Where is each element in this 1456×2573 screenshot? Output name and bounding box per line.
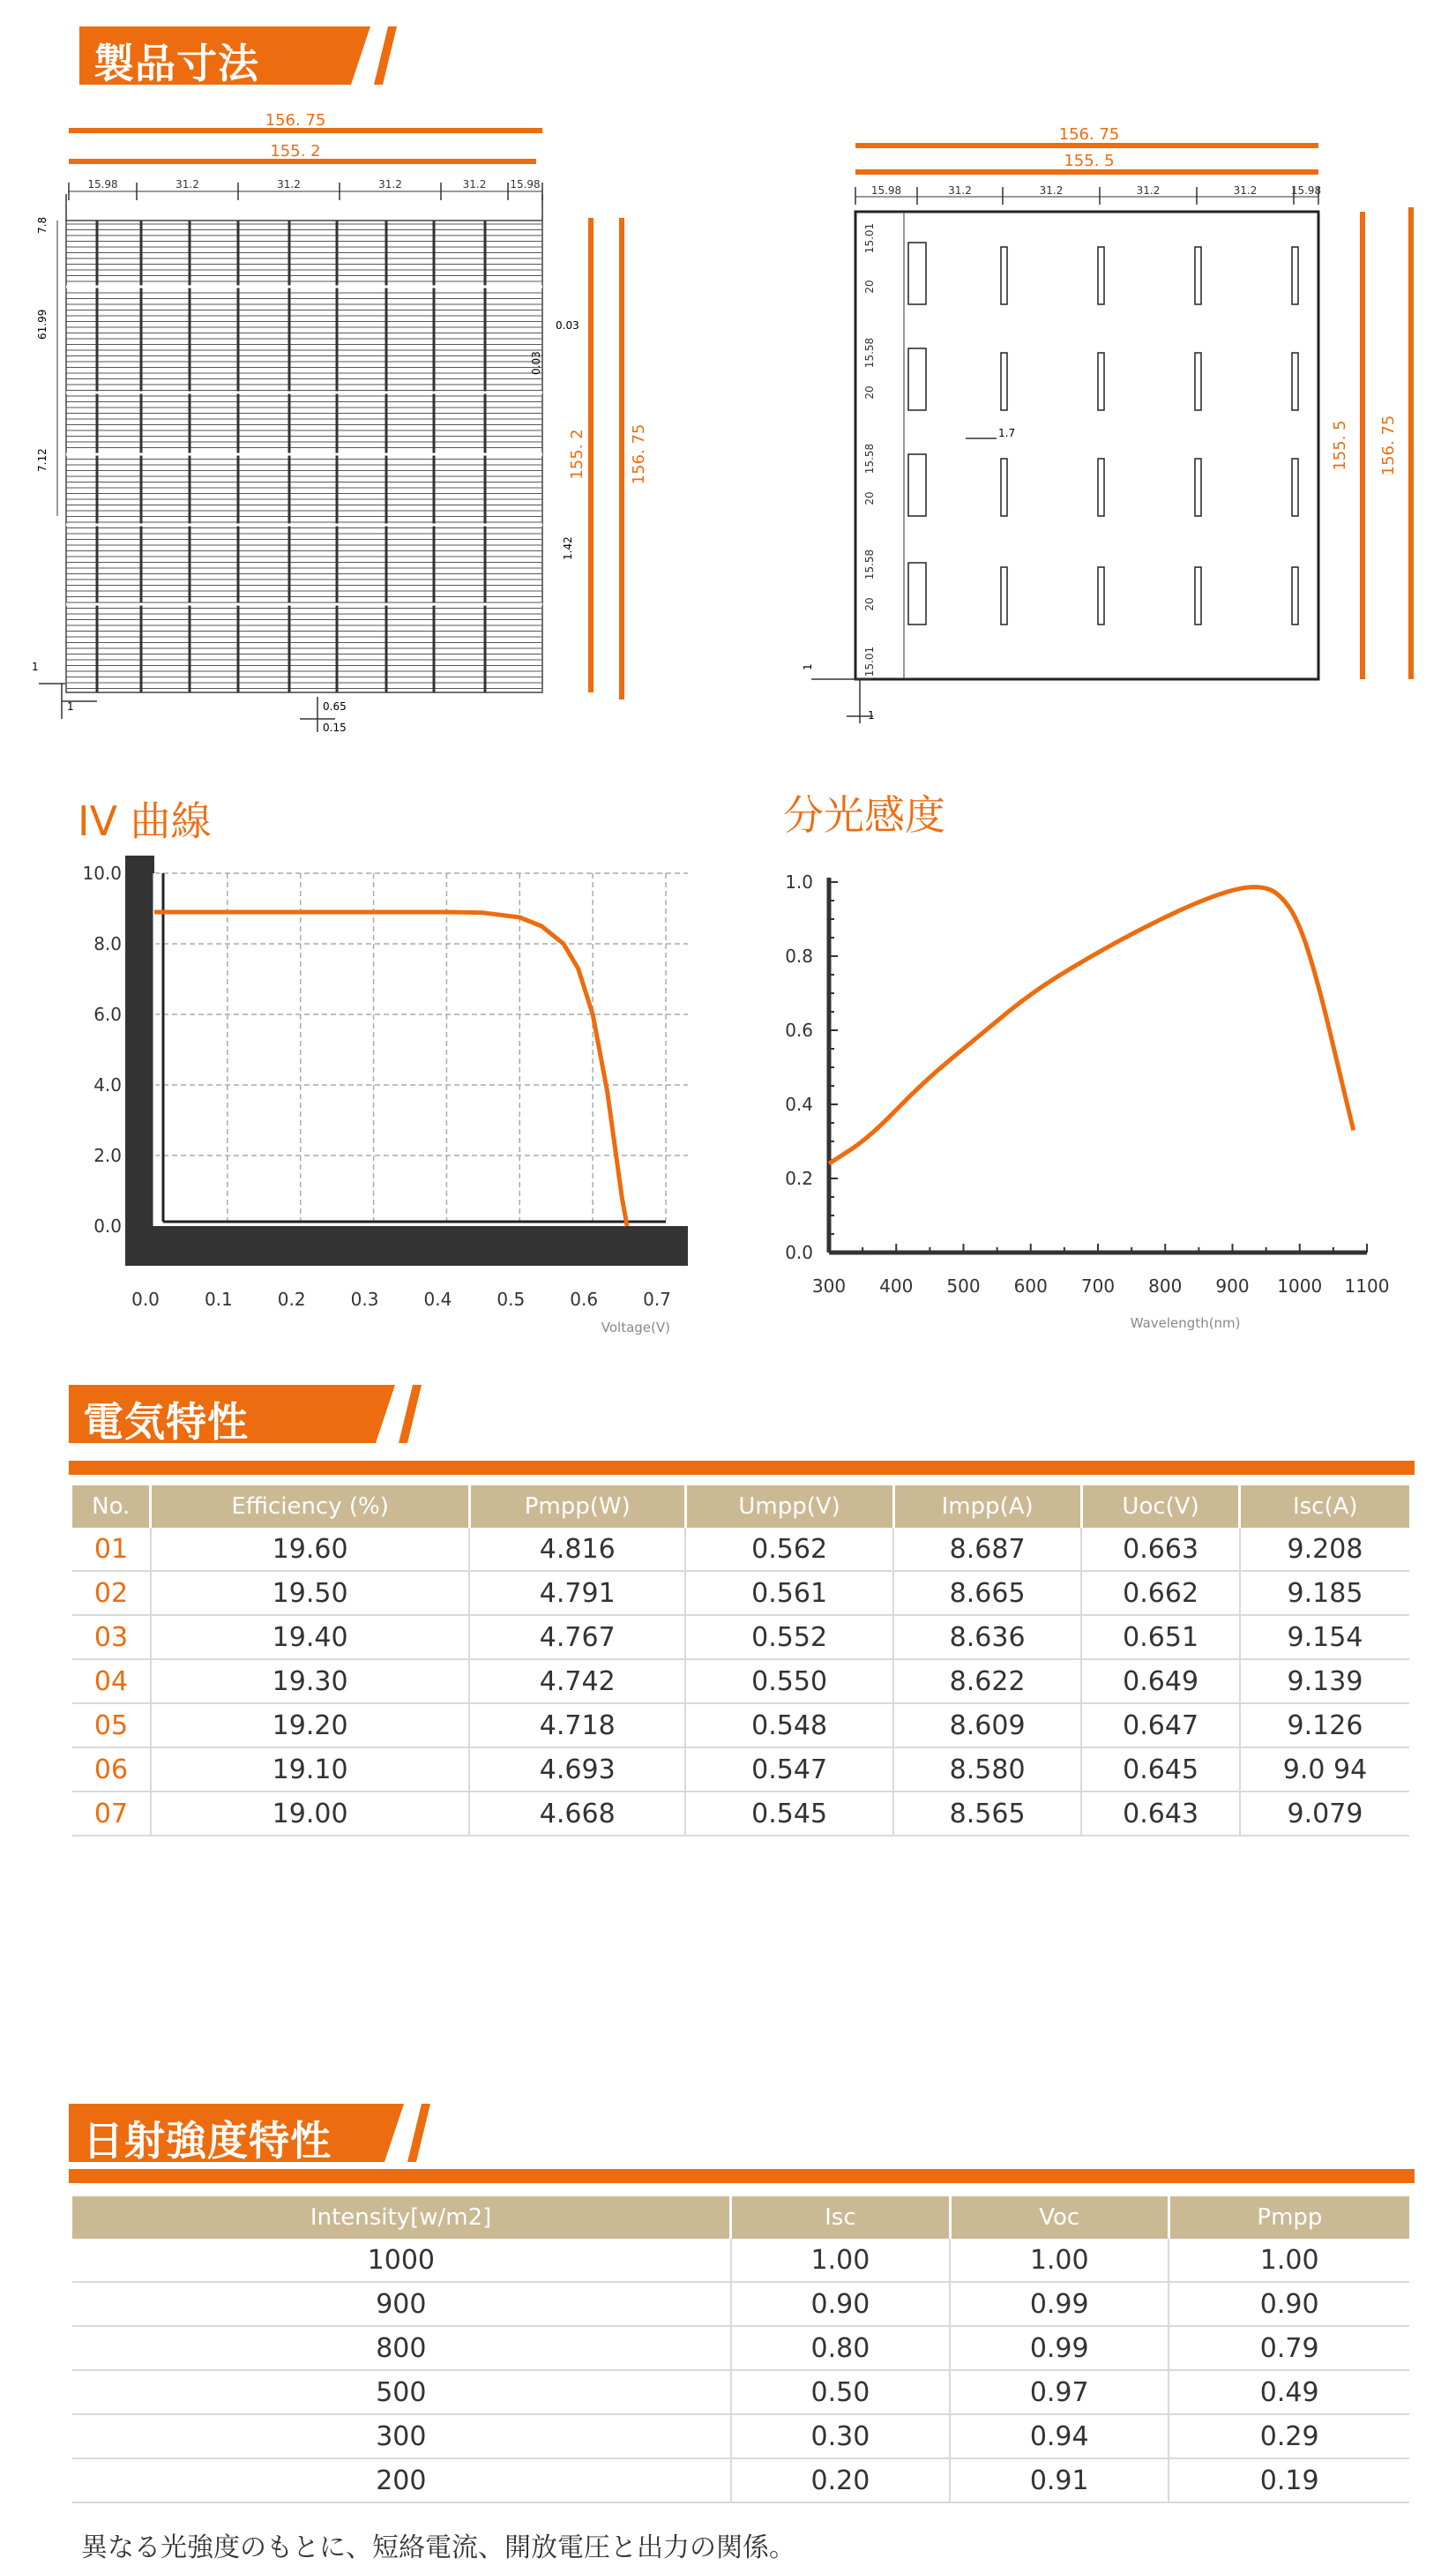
iv-y-tick: 2.0 bbox=[93, 1145, 122, 1166]
irradiance_table-cell: 0.49 bbox=[1169, 2370, 1409, 2414]
iv-x-tick: 0.5 bbox=[497, 1289, 526, 1310]
iv-y-tick: 4.0 bbox=[93, 1074, 122, 1096]
spectral-y-tick: 0.6 bbox=[785, 1020, 813, 1041]
front-overall-height: 156. 75 bbox=[630, 423, 648, 485]
front-grid-height: 155. 2 bbox=[568, 429, 586, 480]
front-right-label: 0.03 bbox=[556, 319, 579, 332]
irradiance_table-header-cell: Pmpp bbox=[1169, 2196, 1409, 2239]
iv-x-tick: 0.4 bbox=[423, 1289, 452, 1310]
spectral-y-tick: 0.2 bbox=[785, 1168, 813, 1189]
irradiance_table-cell: 0.79 bbox=[1169, 2326, 1409, 2370]
irradiance_table-cell: 0.80 bbox=[731, 2326, 950, 2370]
irradiance_table-cell: 0.91 bbox=[950, 2458, 1169, 2502]
back-segment-label: 31.2 bbox=[1233, 184, 1258, 197]
electrical-title: 電気特性 bbox=[83, 1398, 249, 1446]
electrical_table-cell: 02 bbox=[72, 1571, 151, 1615]
iv-chart bbox=[53, 856, 688, 1350]
irradiance_table-cell: 0.90 bbox=[1169, 2282, 1409, 2326]
electrical_table-cell: 0.643 bbox=[1081, 1791, 1240, 1836]
iv-x-axis-band bbox=[125, 1226, 688, 1266]
iv-y-tick: 6.0 bbox=[93, 1004, 122, 1025]
irradiance_table-row bbox=[72, 2458, 1409, 2502]
iv-x-tick: 0.0 bbox=[131, 1289, 160, 1310]
electrical_table-header-cell: Efficiency (%) bbox=[151, 1485, 469, 1528]
irradiance-rule bbox=[69, 2169, 1415, 2183]
back-left-label: 20 bbox=[863, 280, 876, 294]
back-grid-height: 155. 5 bbox=[1331, 420, 1349, 471]
iv-title: IV 曲線 bbox=[78, 797, 212, 845]
electrical_table-cell: 9.079 bbox=[1240, 1791, 1409, 1836]
iv-x-tick: 0.7 bbox=[643, 1289, 671, 1310]
front-segment-label: 15.98 bbox=[87, 178, 118, 191]
electrical_table-cell: 9.139 bbox=[1240, 1659, 1409, 1703]
spectral-x-tick: 400 bbox=[879, 1275, 914, 1297]
back-pad-label: 1.7 bbox=[998, 427, 1016, 439]
electrical_table-cell: 19.10 bbox=[151, 1747, 469, 1791]
irradiance_table-cell: 0.30 bbox=[731, 2414, 950, 2458]
iv-grid bbox=[154, 873, 688, 1226]
irradiance_table-row bbox=[72, 2414, 1409, 2458]
front-bottom-label: 0.65 bbox=[323, 700, 347, 713]
electrical_table-cell: 01 bbox=[72, 1528, 151, 1571]
spectral-chart bbox=[758, 856, 1411, 1350]
front-grid-width: 155. 2 bbox=[270, 142, 321, 161]
back-segment-label: 31.2 bbox=[948, 184, 972, 197]
electrical_table-cell: 9.126 bbox=[1240, 1703, 1409, 1747]
electrical_table-cell: 9.185 bbox=[1240, 1571, 1409, 1615]
electrical_table-header-cell: No. bbox=[72, 1485, 151, 1528]
electrical_table-header-cell: Isc(A) bbox=[1240, 1485, 1409, 1528]
electrical_table-cell: 9.208 bbox=[1240, 1528, 1409, 1571]
irradiance_table-cell: 900 bbox=[72, 2282, 731, 2326]
irradiance_table-cell: 1.00 bbox=[1169, 2239, 1409, 2282]
electrical_table-cell: 05 bbox=[72, 1703, 151, 1747]
back-view-drawing bbox=[794, 123, 1446, 741]
spectral-y-tick: 0.4 bbox=[785, 1094, 813, 1115]
dimensions-title: 製品寸法 bbox=[93, 40, 259, 87]
spectral-x-tick: 900 bbox=[1215, 1275, 1250, 1297]
electrical_table-cell: 19.30 bbox=[151, 1659, 469, 1703]
front-corner-label: 1 bbox=[67, 700, 74, 713]
electrical_table-cell: 19.00 bbox=[151, 1791, 469, 1836]
irradiance_table-cell: 1000 bbox=[72, 2239, 731, 2282]
irradiance_table-cell: 0.94 bbox=[950, 2414, 1169, 2458]
front-bottom-label: 0.15 bbox=[323, 722, 347, 734]
electrical_table-cell: 0.649 bbox=[1081, 1659, 1240, 1703]
spectral-y-tick: 0.8 bbox=[785, 946, 813, 967]
irradiance-footnote: 異なる光強度のもとに、短絡電流、開放電圧と出力の関係。 bbox=[81, 2532, 795, 2563]
irradiance_table-cell: 0.97 bbox=[950, 2370, 1169, 2414]
irradiance-table bbox=[72, 2196, 1409, 2503]
iv-y-tick: 0.0 bbox=[93, 1215, 122, 1237]
spectral-x-tick: 1100 bbox=[1344, 1275, 1390, 1297]
electrical_table-cell: 0.561 bbox=[685, 1571, 893, 1615]
electrical_table-header-cell: Pmpp(W) bbox=[469, 1485, 685, 1528]
electrical_table-cell: 19.60 bbox=[151, 1528, 469, 1571]
front-left-label: 7.8 bbox=[36, 216, 49, 234]
electrical_table-cell: 19.40 bbox=[151, 1615, 469, 1659]
electrical_table-cell: 0.552 bbox=[685, 1615, 893, 1659]
iv-curve bbox=[154, 912, 627, 1226]
front-left-label: 7.12 bbox=[36, 448, 49, 472]
electrical_table-cell: 07 bbox=[72, 1791, 151, 1836]
electrical_table-cell: 0.545 bbox=[685, 1791, 893, 1836]
electrical_table-cell: 4.791 bbox=[469, 1571, 685, 1615]
electrical_table-header-cell: Uoc(V) bbox=[1081, 1485, 1240, 1528]
spectral-x-label: Wavelength(nm) bbox=[1130, 1315, 1241, 1331]
irradiance_table-cell: 300 bbox=[72, 2414, 731, 2458]
electrical_table-cell: 0.547 bbox=[685, 1747, 893, 1791]
back-left-label: 15.01 bbox=[863, 646, 876, 677]
electrical_table-cell: 4.718 bbox=[469, 1703, 685, 1747]
spectral-curve bbox=[829, 887, 1354, 1164]
electrical_table-row bbox=[72, 1615, 1409, 1659]
back-overall-height: 156. 75 bbox=[1379, 415, 1398, 476]
back-left-label: 20 bbox=[863, 385, 876, 400]
electrical_table-row bbox=[72, 1791, 1409, 1836]
electrical_table-cell: 0.645 bbox=[1081, 1747, 1240, 1791]
electrical_table-cell: 8.622 bbox=[893, 1659, 1081, 1703]
electrical_table-cell: 8.636 bbox=[893, 1615, 1081, 1659]
front-segment-label: 31.2 bbox=[277, 178, 301, 191]
electrical_table-header-cell: Impp(A) bbox=[893, 1485, 1081, 1528]
irradiance_table-row bbox=[72, 2239, 1409, 2282]
electrical_table-cell: 9.0 94 bbox=[1240, 1747, 1409, 1791]
electrical_table-row bbox=[72, 1659, 1409, 1703]
electrical-table bbox=[72, 1485, 1409, 1836]
spectral-x-tick: 1000 bbox=[1277, 1275, 1323, 1297]
irradiance_table-row bbox=[72, 2282, 1409, 2326]
front-right-label: 0.03 bbox=[530, 351, 542, 375]
electrical_table-row bbox=[72, 1571, 1409, 1615]
iv-y-tick: 8.0 bbox=[93, 933, 122, 954]
electrical_table-cell: 4.693 bbox=[469, 1747, 685, 1791]
electrical_table-row bbox=[72, 1528, 1409, 1571]
irradiance_table-cell: 500 bbox=[72, 2370, 731, 2414]
front-right-label: 1.42 bbox=[562, 536, 574, 560]
front-segment-label: 31.2 bbox=[378, 178, 402, 191]
electrical_table-cell: 8.580 bbox=[893, 1747, 1081, 1791]
electrical_table-cell: 0.662 bbox=[1081, 1571, 1240, 1615]
iv-y-tick: 10.0 bbox=[82, 863, 122, 884]
electrical_table-cell: 4.668 bbox=[469, 1791, 685, 1836]
electrical_table-header-cell: Umpp(V) bbox=[685, 1485, 893, 1528]
back-left-label: 15.01 bbox=[863, 222, 876, 254]
back-left-label: 15.58 bbox=[863, 337, 876, 369]
electrical_table-cell: 0.663 bbox=[1081, 1528, 1240, 1571]
iv-x-tick: 0.2 bbox=[277, 1289, 306, 1310]
back-corner-label: 1 bbox=[802, 663, 814, 670]
back-left-label: 20 bbox=[863, 597, 876, 611]
electrical-header bbox=[69, 1385, 422, 1446]
electrical_table-row bbox=[72, 1747, 1409, 1791]
electrical_table-cell: 9.154 bbox=[1240, 1615, 1409, 1659]
electrical_table-cell: 0.562 bbox=[685, 1528, 893, 1571]
electrical_table-cell: 19.20 bbox=[151, 1703, 469, 1747]
irradiance_table-cell: 0.50 bbox=[731, 2370, 950, 2414]
electrical_table-row bbox=[72, 1703, 1409, 1747]
front-corner-label: 1 bbox=[32, 661, 39, 673]
back-overall-width: 156. 75 bbox=[1058, 125, 1120, 144]
back-segment-label: 31.2 bbox=[1039, 184, 1064, 197]
electrical_table-cell: 4.767 bbox=[469, 1615, 685, 1659]
front-segment-label: 31.2 bbox=[462, 178, 487, 191]
electrical_table-cell: 0.647 bbox=[1081, 1703, 1240, 1747]
iv-x-tick: 0.6 bbox=[570, 1289, 599, 1310]
electrical_table-cell: 8.609 bbox=[893, 1703, 1081, 1747]
back-segment-label: 31.2 bbox=[1136, 184, 1161, 197]
irradiance_table-header-cell: Intensity[w/m2] bbox=[72, 2196, 731, 2239]
irradiance-header bbox=[69, 2104, 430, 2165]
dimensions-header bbox=[79, 26, 397, 85]
irradiance_table-cell: 0.19 bbox=[1169, 2458, 1409, 2502]
back-segment-label: 15.98 bbox=[870, 184, 902, 197]
electrical-rule bbox=[69, 1461, 1415, 1475]
front-segment-label: 31.2 bbox=[175, 178, 199, 191]
spectral-y-tick: 1.0 bbox=[785, 871, 813, 893]
electrical_table-cell: 0.550 bbox=[685, 1659, 893, 1703]
irradiance_table-row bbox=[72, 2326, 1409, 2370]
irradiance_table-cell: 0.99 bbox=[950, 2326, 1169, 2370]
front-view-drawing bbox=[26, 110, 661, 745]
spectral-x-tick: 800 bbox=[1148, 1275, 1183, 1297]
back-left-label: 20 bbox=[863, 491, 876, 505]
irradiance_table-cell: 1.00 bbox=[731, 2239, 950, 2282]
electrical_table-cell: 4.742 bbox=[469, 1659, 685, 1703]
iv-x-tick: 0.3 bbox=[350, 1289, 379, 1310]
irradiance_table-cell: 0.20 bbox=[731, 2458, 950, 2502]
spectral-x-tick: 500 bbox=[946, 1275, 981, 1297]
iv-x-label: Voltage(V) bbox=[601, 1320, 670, 1335]
irradiance_table-cell: 200 bbox=[72, 2458, 731, 2502]
electrical_table-cell: 03 bbox=[72, 1615, 151, 1659]
front-segment-label: 15.98 bbox=[510, 178, 541, 191]
front-left-label: 61.99 bbox=[36, 309, 49, 340]
irradiance_table-row bbox=[72, 2370, 1409, 2414]
front-overall-width: 156. 75 bbox=[265, 111, 326, 130]
electrical_table-cell: 04 bbox=[72, 1659, 151, 1703]
irradiance_table-cell: 0.29 bbox=[1169, 2414, 1409, 2458]
electrical_table-cell: 19.50 bbox=[151, 1571, 469, 1615]
back-left-label: 15.58 bbox=[863, 443, 876, 475]
electrical_table-cell: 8.665 bbox=[893, 1571, 1081, 1615]
electrical_table-cell: 0.651 bbox=[1081, 1615, 1240, 1659]
electrical_table-cell: 8.687 bbox=[893, 1528, 1081, 1571]
irradiance_table-cell: 0.90 bbox=[731, 2282, 950, 2326]
back-corner-label: 1 bbox=[868, 709, 875, 722]
irradiance-title: 日射強度特性 bbox=[83, 2117, 332, 2165]
spectral-x-tick: 700 bbox=[1080, 1275, 1116, 1297]
irradiance_table-cell: 1.00 bbox=[950, 2239, 1169, 2282]
spectral-title: 分光感度 bbox=[783, 791, 945, 839]
spectral-y-tick: 0.0 bbox=[785, 1242, 813, 1263]
back-left-label: 15.58 bbox=[863, 549, 876, 580]
electrical_table-cell: 4.816 bbox=[469, 1528, 685, 1571]
electrical_table-cell: 06 bbox=[72, 1747, 151, 1791]
back-grid-width: 155. 5 bbox=[1064, 152, 1115, 170]
spectral-x-tick: 600 bbox=[1013, 1275, 1048, 1297]
irradiance_table-header-cell: Voc bbox=[950, 2196, 1169, 2239]
electrical_table-cell: 8.565 bbox=[893, 1791, 1081, 1836]
back-segment-label: 15.98 bbox=[1290, 184, 1322, 197]
electrical_table-cell: 0.548 bbox=[685, 1703, 893, 1747]
iv-x-tick: 0.1 bbox=[204, 1289, 233, 1310]
spectral-x-tick: 300 bbox=[811, 1275, 847, 1297]
irradiance_table-cell: 0.99 bbox=[950, 2282, 1169, 2326]
iv-y-axis-band bbox=[125, 856, 154, 1266]
irradiance_table-header-cell: Isc bbox=[731, 2196, 950, 2239]
irradiance_table-cell: 800 bbox=[72, 2326, 731, 2370]
